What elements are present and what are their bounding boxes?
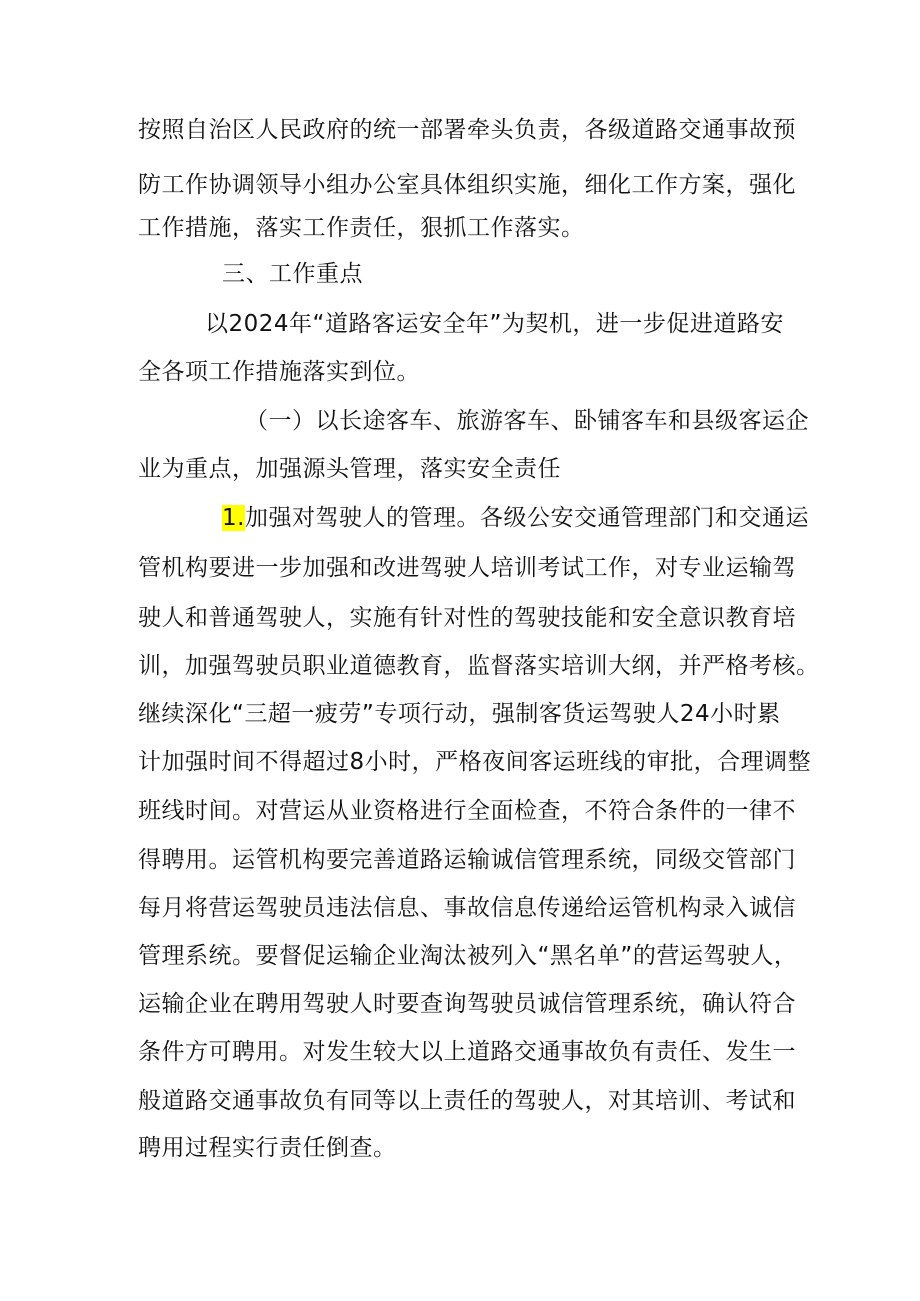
paragraph-line: 训，加强驾驶员职业道德教育，监督落实培训大纲，并严格考核。	[138, 653, 820, 679]
highlighted-item-number: 1.	[222, 505, 245, 531]
subsection-heading: （一）以长途客车、旅游客车、卧铺客车和县级客运企	[245, 408, 809, 434]
paragraph-line: 管理系统。要督促运输企业淘汰被列入“黑名单”的营运驾驶人，	[138, 943, 798, 969]
subsection-heading-cont: 业为重点，加强源头管理，落实安全责任	[138, 456, 561, 482]
paragraph-line: 计加强时间不得超过8小时，严格夜间客运班线的审批，合理调整	[138, 749, 812, 775]
paragraph-line: 继续深化“三超一疲劳”专项行动，强制客货运驾驶人24小时累	[138, 701, 781, 727]
paragraph-line: 运输企业在聘用驾驶人时要查询驾驶员诚信管理系统，确认符合	[138, 991, 796, 1017]
paragraph-line: 防工作协调领导小组办公室具体组织实施，细化工作方案，强化	[138, 172, 796, 198]
paragraph-line: 每月将营运驾驶员违法信息、事故信息传递给运管机构录入诚信	[138, 895, 796, 921]
paragraph-line: 管机构要进一步加强和改进驾驶人培训考试工作，对专业运输驾	[138, 555, 796, 581]
paragraph-line: 条件方可聘用。对发生较大以上道路交通事故负有责任、发生一	[138, 1039, 796, 1065]
paragraph-line: 聘用过程实行责任倒查。	[138, 1135, 397, 1161]
paragraph-line: 按照自治区人民政府的统一部署牵头负责，各级道路交通事故预	[138, 117, 796, 143]
paragraph-line: 工作措施，落实工作责任，狠抓工作落实。	[138, 215, 585, 241]
paragraph-line: 全各项工作措施落实到位。	[138, 359, 420, 385]
paragraph-line: 驶人和普通驾驶人，实施有针对性的驾驶技能和安全意识教育培	[138, 605, 796, 631]
list-item-text: 加强对驾驶人的管理。各级公安交通管理部门和交通运	[244, 505, 809, 531]
paragraph-line: 班线时间。对营运从业资格进行全面检查，不符合条件的一律不	[138, 798, 796, 824]
list-item-line	[222, 498, 882, 538]
paragraph-line: 般道路交通事故负有同等以上责任的驾驶人，对其培训、考试和	[138, 1088, 796, 1114]
section-heading: 三、工作重点	[222, 261, 363, 287]
paragraph-line: 得聘用。运管机构要完善道路运输诚信管理系统，同级交管部门	[138, 847, 796, 873]
paragraph-line: 以2024年“道路客运安全年”为契机，进一步促进道路安	[205, 311, 784, 337]
